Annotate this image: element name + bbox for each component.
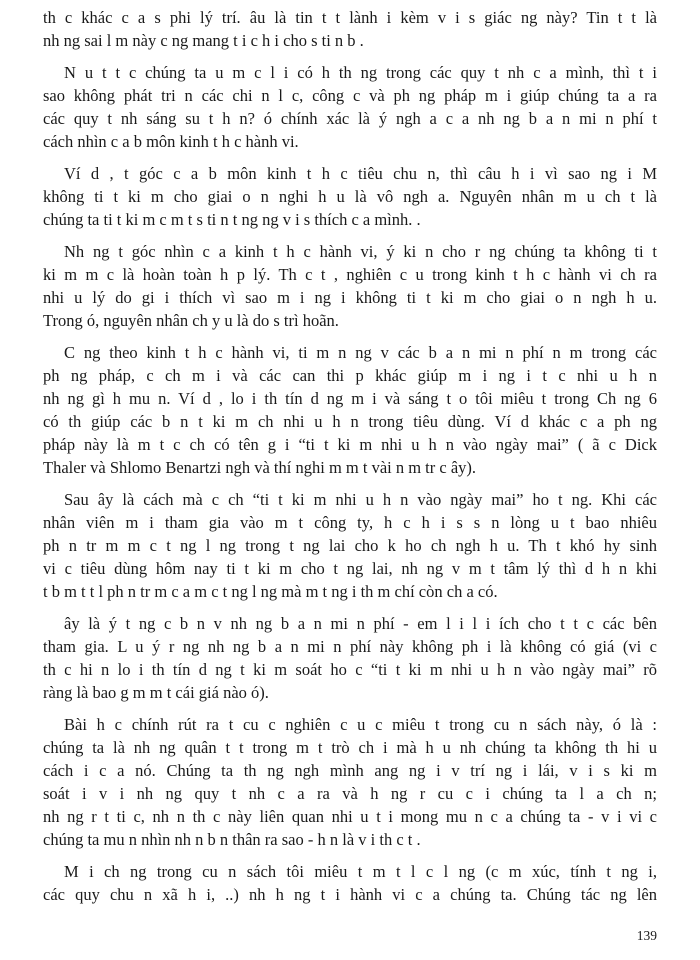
- text-line: ph n tr m m c t ng l ng trong t ng lai cho k ho ch ngh h u. Th t khó hy sinh: [43, 536, 657, 555]
- text-line: Bài h c chính rút ra t cu c nghiên c u c miêu t trong cu n sách này, ó là :: [64, 715, 657, 734]
- text-line: th c hi n lo i th tín d ng t ki m soát ho c “ti t ki m nhi u h n vào ngày mai” rõ: [43, 660, 657, 679]
- text-line: ph ng pháp, c ch m i và các can thi p khác giúp m i ng i t c nhi u h n: [43, 366, 657, 385]
- text-line: t b m t t l ph n tr m c a m c t ng l ng mà m t ng i th m chí còn ch a có.: [43, 582, 498, 601]
- text-line: C ng theo kinh t h c hành vi, ti m n ng v các b a n mi n phí n m trong các: [64, 343, 657, 362]
- text-line: Sau ây là cách mà c ch “ti t ki m nhi u h n vào ngày mai” ho t ng. Khi các: [64, 490, 657, 509]
- text-line: nh ng r t ti c, nh n th c này liên quan nhi u t i mong mu n c a chúng ta - v i vi c: [43, 807, 657, 826]
- text-line: các quy t nh sáng su t h n? ó chính xác là ý ngh a c a nh ng b a n mi n phí t: [43, 109, 657, 128]
- text-line: tham gia. L u ý r ng nh ng b a n mi n phí này không ph i là không có giá (vi c: [43, 637, 657, 656]
- text-line: pháp này là m t c ch có tên g i “ti t ki m nhi u h n vào ngày mai” ( ã c Dick: [43, 435, 657, 454]
- text-line: không ti t ki m cho giai o n nghi h u là vô ngh a. Nguyên nhân m u ch t là: [43, 187, 657, 206]
- text-line: N u t t c chúng ta u m c l i có h th ng trong các quy t nh c a mình, thì t i: [64, 63, 657, 82]
- text-line: M i ch ng trong cu n sách tôi miêu t m t l c l ng (c m xúc, tính t ng i,: [64, 862, 657, 881]
- text-line: Ví d , t góc c a b môn kinh t h c tiêu chu n, thì câu h i vì sao ng i M: [64, 164, 657, 183]
- text-line: chúng ta là nh ng quân t t trong m t trò ch i mà h u nh chúng ta không th hi u: [43, 738, 657, 757]
- text-line: ây là ý t ng c b n v nh ng b a n mi n phí - em l i l i ích cho t t c các bên: [64, 614, 657, 633]
- text-line: sao không phát tri n các chi n l c, công c và ph ng pháp m i giúp chúng ta a ra: [43, 86, 657, 105]
- text-line: nh ng sai l m này c ng mang t i c h i cho s ti n b .: [43, 31, 364, 50]
- text-line: ràng là bao g m m t cái giá nào ó).: [43, 683, 269, 702]
- text-line: có th giúp các b n t ki m ch nhi u h n trong tiêu dùng. Ví d khác c a ph ng: [43, 412, 657, 431]
- page-number: 139: [636, 928, 657, 943]
- text-line: Nh ng t góc nhìn c a kinh t h c hành vi, ý ki n cho r ng chúng ta không ti t: [64, 242, 657, 261]
- text-line: soát i v i nh ng quy t nh c a ra và h ng r cu c i chúng ta l a ch n;: [43, 784, 657, 803]
- text-line: th c khác c a s phi lý trí. âu là tin t t lành i kèm v i s giác ng này? Tin t t là: [43, 8, 657, 27]
- text-line: chúng ta ti t ki m c m t s ti n t ng ng v i s thích c a mình. .: [43, 210, 421, 229]
- text-line: nhân viên m i tham gia vào m t công ty, h c h i s s n lòng u t bao nhiêu: [43, 513, 657, 532]
- text-line: nhi u lý do gi i thích vì sao m i ng i không ti t ki m cho giai o n ngh h u.: [43, 288, 657, 307]
- text-line: Thaler và Shlomo Benartzi ngh và thí nghi m m t vài n m tr c ây).: [43, 458, 477, 477]
- text-line: ki m m c là hoàn toàn h p lý. Th c t , nghiên c u trong kinh t h c hành vi ch ra: [43, 265, 657, 284]
- text-line: cách nhìn c a b môn kinh t h c hành vi.: [43, 132, 299, 151]
- text-line: cách i c a nó. Chúng ta th ng ngh mình ang ng i v trí ng i lái, v i s ki m: [43, 761, 657, 780]
- text-line: chúng ta mu n nhìn nh n b n thân ra sao - h n là v i th c t .: [43, 830, 421, 849]
- text-line: các quy chu n xã h i, ..) nh h ng t i hành vi c a chúng ta. Chúng tác ng lên: [43, 885, 657, 904]
- text-line: vi c tiêu dùng hôm nay ti t ki m cho t ng lai, nh ng v m t tâm lý thì d h n khi: [43, 559, 657, 578]
- text-line: Trong ó, nguyên nhân ch y u là do s trì hoãn.: [43, 311, 339, 330]
- text-line: nh ng gì h mu n. Ví d , lo i th tín d ng m i và sáng t o tôi miêu t trong Ch ng 6: [43, 389, 657, 408]
